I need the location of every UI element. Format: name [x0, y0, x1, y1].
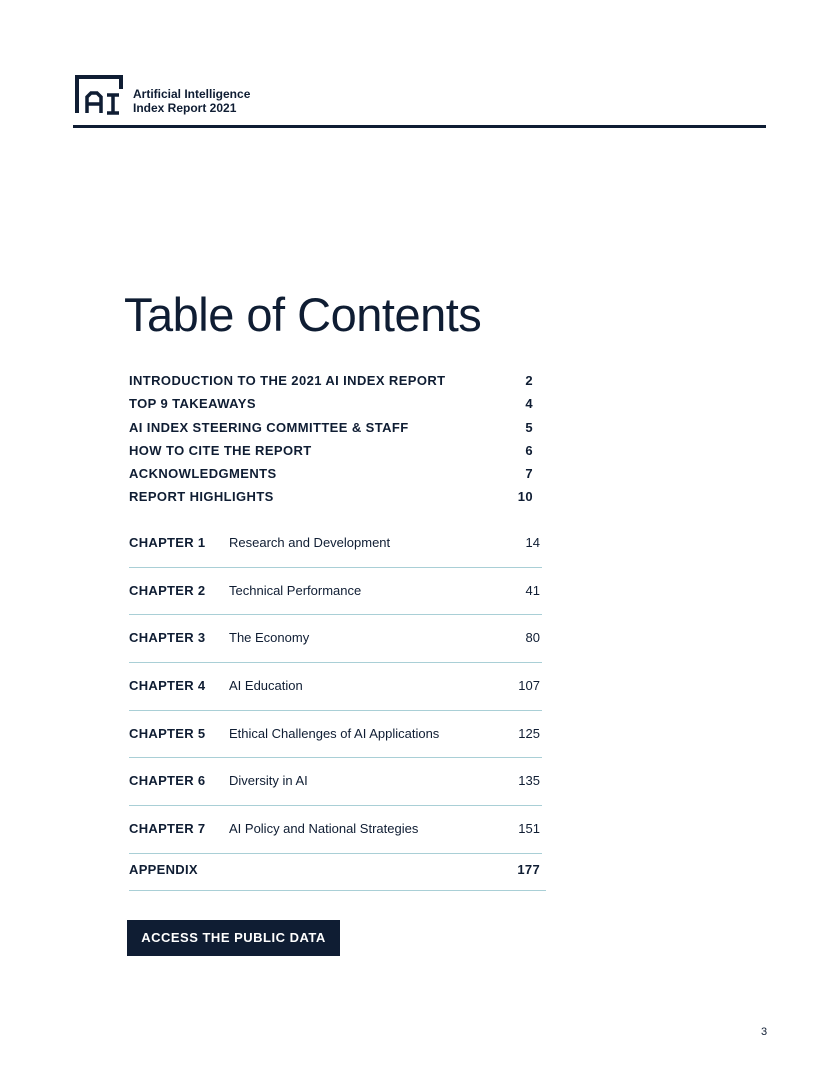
toc-entry-committee[interactable] [129, 416, 533, 439]
chapter-number: CHAPTER 6 [129, 773, 206, 789]
chapter-title: Ethical Challenges of AI Applications [229, 725, 440, 741]
chapter-number: CHAPTER 7 [129, 821, 206, 837]
brand-line-2: Index Report 2021 [133, 101, 237, 115]
toc-entry-page: 4 [525, 396, 533, 412]
page-title: Table of Contents [124, 288, 482, 341]
brand-line-1: Artificial Intelligence [133, 87, 251, 101]
chapter-number: CHAPTER 4 [129, 678, 206, 694]
toc-chapter-2[interactable] [129, 568, 542, 616]
toc-chapter-6[interactable] [129, 758, 542, 806]
chapter-number: CHAPTER 5 [129, 725, 206, 741]
toc-entry-label: ACKNOWLEDGMENTS [129, 466, 277, 482]
toc-entry-highlights[interactable] [129, 485, 533, 508]
report-brand [133, 87, 250, 115]
chapter-title: AI Policy and National Strategies [229, 821, 419, 837]
toc-entry-page: 7 [525, 466, 533, 482]
toc-entry-takeaways[interactable] [129, 392, 533, 415]
toc-appendix[interactable] [129, 848, 546, 891]
header-rule [73, 125, 766, 128]
toc-entry-label: TOP 9 TAKEAWAYS [129, 396, 256, 412]
toc-chapter-4[interactable] [129, 663, 542, 711]
toc-entry-cite[interactable] [129, 439, 533, 462]
chapter-page: 135 [518, 773, 540, 789]
toc-entry-page: 10 [517, 489, 533, 505]
toc-chapter-5[interactable] [129, 711, 542, 759]
toc-chapter-1[interactable] [129, 520, 542, 568]
toc-chapter-3[interactable] [129, 615, 542, 663]
toc-entry-label: HOW TO CITE THE REPORT [129, 442, 312, 458]
toc-entry-page: 2 [525, 373, 533, 388]
front-matter-list [129, 369, 533, 509]
toc-entry-page: 6 [525, 442, 533, 458]
chapter-page: 14 [525, 535, 540, 550]
chapter-number: CHAPTER 1 [129, 535, 206, 550]
chapter-title: Research and Development [229, 535, 391, 550]
ai-index-logo-icon [73, 73, 125, 115]
chapter-title: Diversity in AI [229, 773, 308, 789]
chapter-page: 41 [525, 582, 540, 598]
toc-chapter-7[interactable] [129, 806, 542, 854]
appendix-label: APPENDIX [129, 862, 198, 877]
chapter-number: CHAPTER 2 [129, 582, 206, 598]
toc-entry-label: INTRODUCTION TO THE 2021 AI INDEX REPORT [129, 373, 446, 388]
chapter-number: CHAPTER 3 [129, 630, 206, 646]
chapter-title: Technical Performance [229, 582, 362, 598]
chapter-page: 80 [525, 630, 540, 646]
chapter-page: 151 [518, 821, 540, 837]
chapter-page: 125 [518, 725, 540, 741]
toc-entry-page: 5 [525, 419, 533, 435]
toc-entry-label: REPORT HIGHLIGHTS [129, 489, 274, 505]
chapter-page: 107 [518, 678, 540, 694]
page-number: 3 [761, 1026, 768, 1038]
chapter-list [129, 520, 542, 854]
chapter-title: AI Education [229, 678, 303, 694]
chapter-title: The Economy [229, 630, 310, 646]
toc-entry-acknowledgments[interactable] [129, 462, 533, 485]
toc-entry-introduction[interactable] [129, 369, 533, 392]
report-header [73, 73, 766, 129]
toc-entry-label: AI INDEX STEERING COMMITTEE & STAFF [129, 419, 409, 435]
appendix-page: 177 [517, 862, 540, 877]
access-public-data-button[interactable]: ACCESS THE PUBLIC DATA [127, 920, 340, 956]
